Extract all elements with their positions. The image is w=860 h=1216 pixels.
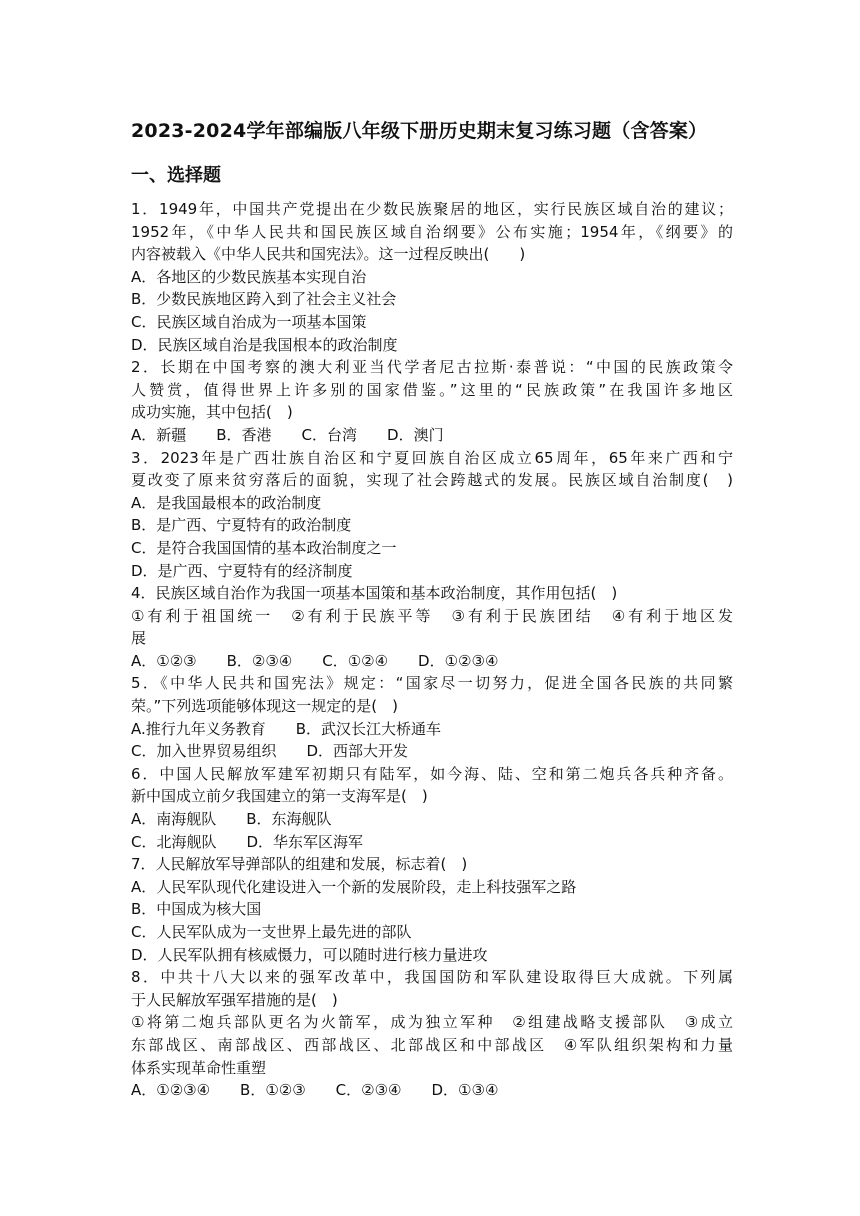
- text-line: 展: [131, 629, 147, 648]
- document-title: 2023-2024学年部编版八年级下册历史期末复习练习题（含答案）: [131, 120, 708, 142]
- text-line: B．少数民族地区跨入到了社会主义社会: [131, 290, 397, 309]
- text-line: A．是我国最根本的政治制度: [131, 493, 322, 512]
- text-line: A．①②③ B．②③④ C．①②④ D．①②③④: [131, 651, 499, 670]
- text-line: C．人民军队成为一支世界上最先进的部队: [131, 923, 412, 941]
- text-line: ①有利于祖国统一 ②有利于民族平等 ③有利于民族团结 ④有利于地区发: [131, 606, 733, 625]
- question-body: [131, 198, 733, 1102]
- text-line: 4．民族区域自治作为我国一项基本国策和基本政治制度，其作用包括( ): [131, 584, 618, 603]
- text-line: C．北海舰队 D．华东军区海军: [131, 832, 364, 851]
- text-line: A．①②③④ B．①②③ C．②③④ D．①③④: [131, 1081, 499, 1100]
- text-line: 内容被载入《中华人民共和国宪法》。这一过程反映出( ): [131, 245, 526, 264]
- text-line: 1．1949年，中国共产党提出在少数民族聚居的地区，实行民族区域自治的建议；: [131, 200, 733, 218]
- text-line: 2．长期在中国考察的澳大利亚当代学者尼古拉斯·泰普说：“中国的民族政策令: [131, 358, 733, 377]
- text-line: 于人民解放军强军措施的是( ): [131, 990, 338, 1009]
- text-line: ①将第二炮兵部队更名为火箭军，成为独立军种 ②组建战略支援部队 ③成立: [131, 1013, 733, 1032]
- text-line: 成功实施，其中包括( ): [131, 403, 293, 422]
- text-line: A．人民军队现代化建设进入一个新的发展阶段，走上科技强军之路: [131, 877, 577, 896]
- text-line: 8．中共十八大以来的强军改革中，我国国防和军队建设取得巨大成就。下列属: [131, 968, 733, 987]
- text-line: 1952年，《中华人民共和国民族区域自治纲要》公布实施；1954年，《纲要》的: [131, 222, 733, 241]
- text-line: A．新疆 B．香港 C．台湾 D．澳门: [131, 425, 444, 444]
- text-line: A．南海舰队 B．东海舰队: [131, 810, 332, 829]
- text-line: 3．2023年是广西壮族自治区和宁夏回族自治区成立65周年，65年来广西和宁: [131, 448, 733, 467]
- text-line: D．民族区域自治是我国根本的政治制度: [131, 335, 398, 354]
- text-line: D．是广西、宁夏特有的经济制度: [131, 561, 353, 580]
- text-line: C．民族区域自治成为一项基本国策: [131, 312, 367, 331]
- text-line: 东部战区、南部战区、西部战区、北部战区和中部战区 ④军队组织架构和力量: [131, 1035, 733, 1054]
- text-line: B．是广西、宁夏特有的政治制度: [131, 516, 352, 535]
- text-line: 5．《中华人民共和国宪法》规定：“国家尽一切努力，促进全国各民族的共同繁: [131, 674, 733, 693]
- text-line: 夏改变了原来贫穷落后的面貌，实现了社会跨越式的发展。民族区域自治制度( ): [131, 471, 733, 490]
- text-line: 人赞赏，值得世界上许多别的国家借鉴。”这里的“民族政策”在我国许多地区: [131, 380, 733, 399]
- text-line: A.推行九年义务教育 B．武汉长江大桥通车: [131, 719, 442, 738]
- text-line: 6．中国人民解放军建军初期只有陆军，如今海、陆、空和第二炮兵各兵种齐备。: [131, 764, 733, 783]
- text-line: C．加入世界贸易组织 D．西部大开发: [131, 742, 409, 761]
- text-line: C．是符合我国国情的基本政治制度之一: [131, 538, 397, 557]
- text-line: 新中国成立前夕我国建立的第一支海军是( ): [131, 787, 428, 806]
- text-line: A．各地区的少数民族基本实现自治: [131, 267, 367, 286]
- text-line: 荣。”下列选项能够体现这一规定的是( ): [131, 697, 398, 716]
- text-line: 体系实现革命性重塑: [131, 1058, 267, 1077]
- text-line: B．中国成为核大国: [131, 900, 262, 919]
- section-heading: 一、选择题: [131, 165, 221, 186]
- text-line: D．人民军队拥有核威慑力，可以随时进行核力量进攻: [131, 945, 488, 964]
- text-line: 7．人民解放军导弹部队的组建和发展，标志着( ): [131, 855, 468, 874]
